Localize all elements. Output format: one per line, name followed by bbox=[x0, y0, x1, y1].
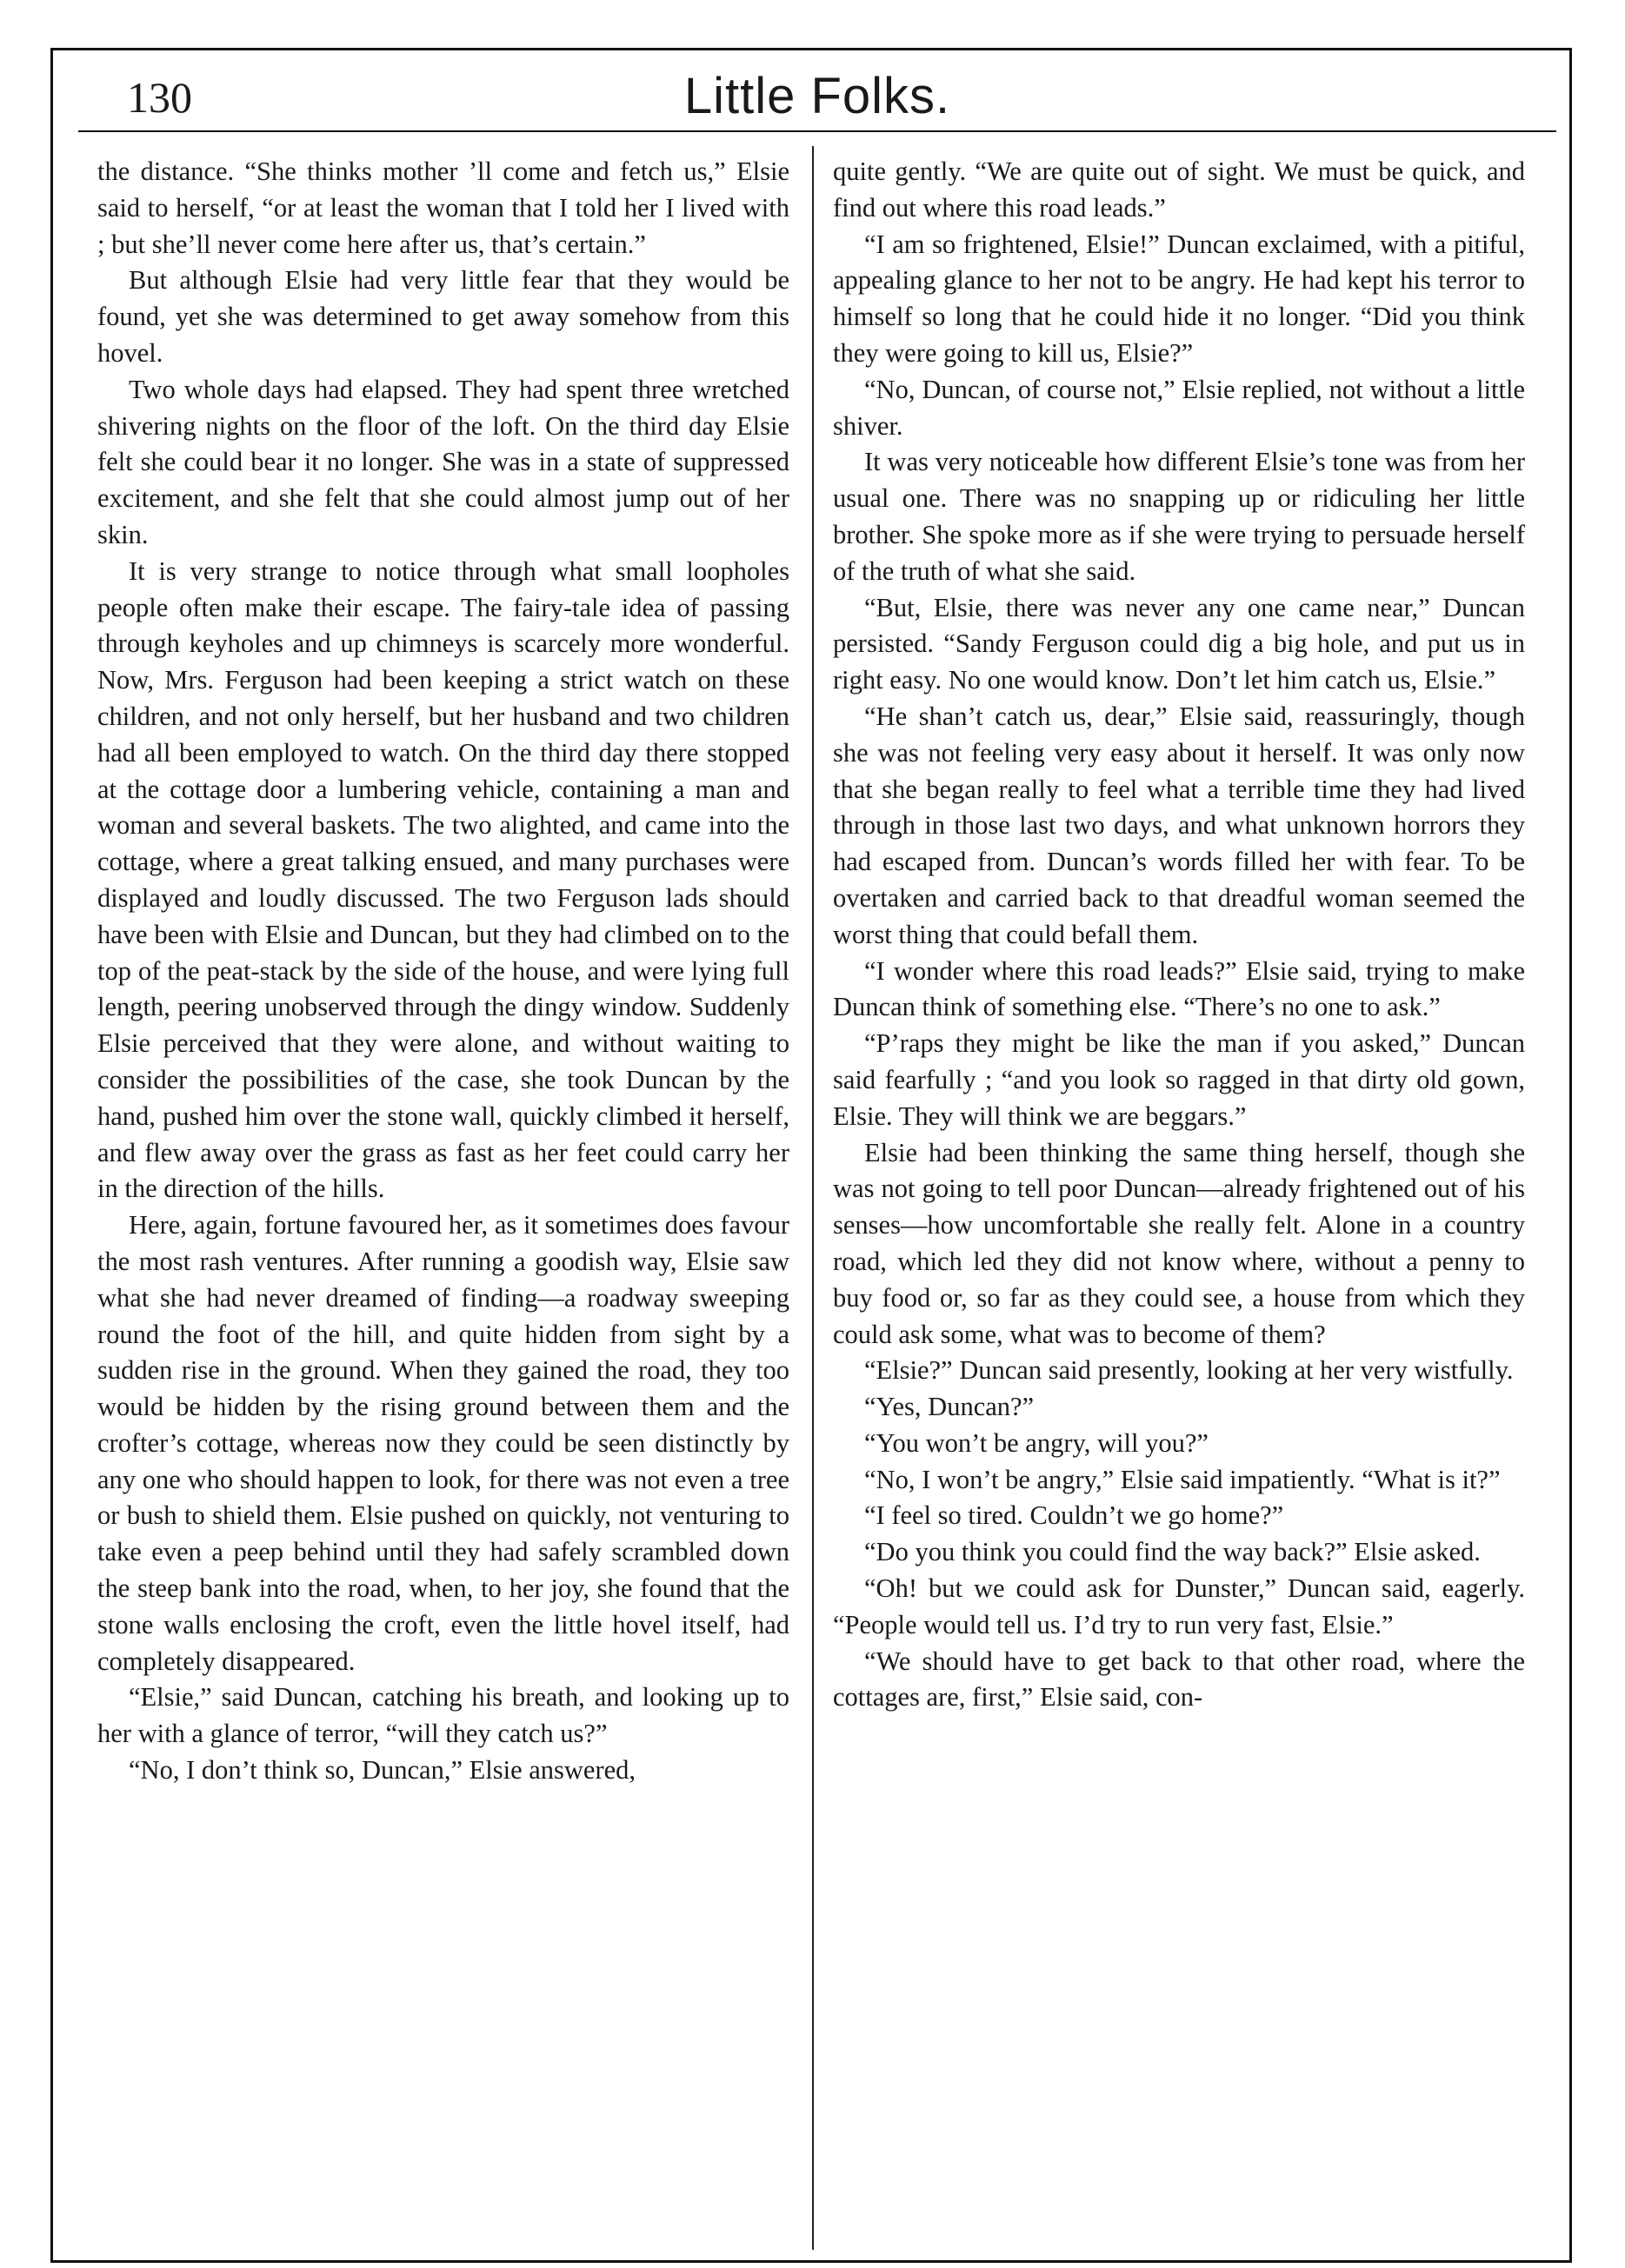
paragraph: “Do you think you could find the way back?” Elsie asked. bbox=[864, 1537, 1481, 1567]
paragraph: “No, I don’t think so, Duncan,” Elsie answered, bbox=[129, 1755, 636, 1786]
paragraph: “He shan’t catch us, dear,” Elsie said, reassuringly, though she was not feeling very easy about it herself. It was only now that she began really to feel what a terrible time they had lived through in those last two days, and what unknown horrors they had escaped from. Duncan’s words filled her with fear. To be overtaken and carried back to that dreadful woman seemed the worst thing that could befall them. bbox=[833, 701, 1525, 949]
paragraph: “P’raps they might be like the man if you asked,” Duncan said fearfully ; “and you look so ragged in that dirty old gown, Elsie. They will think we are beggars.” bbox=[833, 1028, 1525, 1131]
paragraph: “No, I won’t be angry,” Elsie said impatiently. “What is it?” bbox=[864, 1464, 1501, 1494]
paragraph: But although Elsie had very little fear that they would be found, yet she was determined to get away somehow from this hovel. bbox=[97, 265, 789, 368]
paragraph: “You won’t be angry, will you?” bbox=[864, 1427, 1209, 1458]
left-column bbox=[97, 154, 789, 2258]
paragraph: “I feel so tired. Couldn’t we go home?” bbox=[864, 1500, 1284, 1531]
paragraph: It is very strange to notice through what small loopholes people often make their escape. The fairy-tale idea of passing through keyholes and up chimneys is scarcely more wonderful. Now, Mrs. Ferguson had been keeping a strict watch on these children, and not only herself, but her husband and two children had all been employed to watch. On the third day there stopped at the cottage door a lumbering vehicle, containing a man and woman and several baskets. The two alighted, and came into the cottage, where a great talking ensued, and many purchases were displayed and loudly discussed. The two Ferguson lads should have been with Elsie and Duncan, but they had climbed on to the top of the peat-stack by the side of the house, and were lying full length, peering unobserved through the dingy window. Suddenly Elsie perceived that they were alone, and without waiting to consider the possibilities of the case, she took Duncan by the hand, pushed him over the stone wall, quickly climbed it herself, and flew away over the grass as fast as her feet could carry her in the direction of the hills. bbox=[97, 555, 789, 1204]
paragraph: “I wonder where this road leads?” Elsie said, trying to make Duncan think of something else. “There’s no one to ask.” bbox=[833, 955, 1525, 1022]
column-divider bbox=[812, 146, 814, 2250]
paragraph: “Oh! but we could ask for Dunster,” Duncan said, eagerly. “People would tell us. I’d try to run very fast, Elsie.” bbox=[833, 1573, 1525, 1639]
paragraph: “Elsie,” said Duncan, catching his breath, and looking up to her with a glance of terror, “will they catch us?” bbox=[97, 1682, 789, 1749]
paragraph: It was very noticeable how different Elsie’s tone was from her usual one. There was no snapping up or ridiculing her little brother. She spoke more as if she were trying to persuade herself of the truth of what she said. bbox=[833, 447, 1525, 586]
paragraph: “Elsie?” Duncan said presently, looking at her very wistfully. bbox=[864, 1355, 1514, 1386]
right-column bbox=[833, 154, 1525, 2258]
page-number: 130 bbox=[127, 73, 192, 122]
paragraph: “But, Elsie, there was never any one came near,” Duncan persisted. “Sandy Ferguson could dig a big hole, and put us in right easy. No one would know. Don’t let him catch us, Elsie.” bbox=[833, 592, 1525, 695]
paragraph: Two whole days had elapsed. They had spent three wretched shivering nights on the floor of the loft. On the third day Elsie felt she could bear it no longer. She was in a state of suppressed excitement, and she felt that she could almost jump out of her skin. bbox=[97, 374, 789, 549]
paragraph: the distance. “She thinks mother ’ll come and fetch us,” Elsie said to herself, “or at least the woman that I told her I lived with ; but she’ll never come here after us, that’s certain.” bbox=[97, 156, 789, 259]
paragraph: “No, Duncan, of course not,” Elsie replied, not without a little shiver. bbox=[833, 374, 1525, 441]
paragraph: quite gently. “We are quite out of sight. We must be quick, and find out where this road leads.” bbox=[833, 156, 1525, 223]
page-header bbox=[78, 59, 1556, 132]
running-head-title: Little Folks. bbox=[683, 68, 951, 124]
paragraph: “Yes, Duncan?” bbox=[864, 1392, 1035, 1422]
paragraph: Here, again, fortune favoured her, as it sometimes does favour the most rash ventures. After running a goodish way, Elsie saw what she had never dreamed of finding—a roadway sweeping round the foot of the hill, and quite hidden from sight by a sudden rise in the ground. When they gained the road, they too would be hidden by the rising ground between them and the crofter’s cottage, whereas now they could be seen distinctly by any one who should happen to look, for there was not even a tree or bush to shield them. Elsie pushed on quickly, not venturing to take even a peep behind until they had safely scrambled down the steep bank into the road, when, to her joy, she found that the stone walls enclosing the croft, even the little hovel itself, had completely disappeared. bbox=[97, 1210, 789, 1676]
paragraph: Elsie had been thinking the same thing herself, though she was not going to tell poor Duncan—already frightened out of his senses—how uncomfortable she really felt. Alone in a country road, which led they did not know where, without a penny to buy food or, so far as they could see, a house from which they could ask some, what was to become of them? bbox=[833, 1137, 1525, 1349]
paragraph: “I am so frightened, Elsie!” Duncan exclaimed, with a pitiful, appealing glance to her not to be angry. He had kept his terror to himself so long that he could hide it no longer. “Did you think they were going to kill us, Elsie?” bbox=[833, 229, 1525, 368]
paragraph: “We should have to get back to that other road, where the cottages are, first,” Elsie said, con- bbox=[833, 1646, 1525, 1713]
header-rule bbox=[78, 130, 1556, 132]
